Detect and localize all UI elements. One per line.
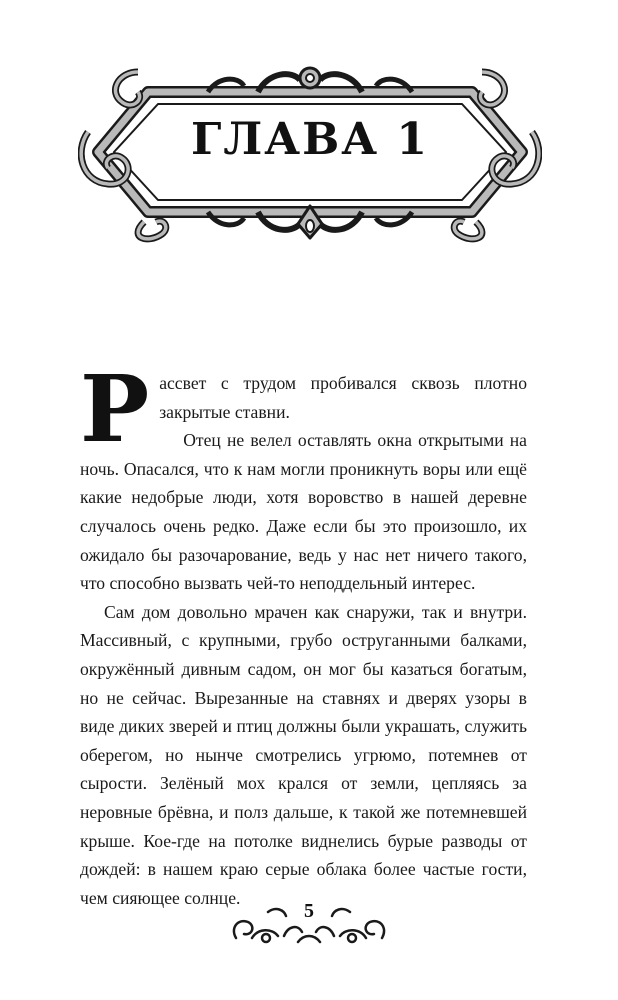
- paragraph-1-text: ассвет с трудом пробивался сквозь плотно закрытые ставни.: [159, 373, 527, 422]
- page-number: 5: [304, 900, 314, 922]
- chapter-title: ГЛАВА 1: [190, 114, 430, 165]
- chapter-text: [80, 355, 527, 912]
- paragraph-3: Сам дом довольно мрачен как снаружи, так и внутри. Массивный, с крупными, грубо оструганными балками, окружённый дивным садом, он мог бы казаться богатым, но не сейчас. Вырезанные на ставнях и дверях узоры в виде диких зверей и птиц должны были украшать, служить оберегом, но нынче смотрелись угрюмо, потемнев от сырости. Зелёный мох крался от земли, цепляясь за неровные брёвна, и полз дальше, к такой же потемневшей крыше. Кое-где на потолке виднелись бурые разводы от дождей: в нашем краю серые облака более частые гости, чем сияющее солнце.: [80, 601, 527, 908]
- page-footer-ornament: [228, 898, 390, 948]
- chapter-ornament-frame: [78, 62, 542, 244]
- drop-cap: Р: [80, 355, 150, 463]
- paragraph-1: [80, 355, 527, 463]
- paragraph-2: Отец не велел оставлять окна открытыми на ночь. Опасался, что к нам могли проникнуть воры или ещё какие недобрые люди, хотя воровство в нашей деревне случалось очень редко. Даже если бы это произошло, их ожидало бы разочарование, ведь у нас нет ничего такого, что способно вызвать чей-то неподдельный интерес.: [80, 430, 527, 594]
